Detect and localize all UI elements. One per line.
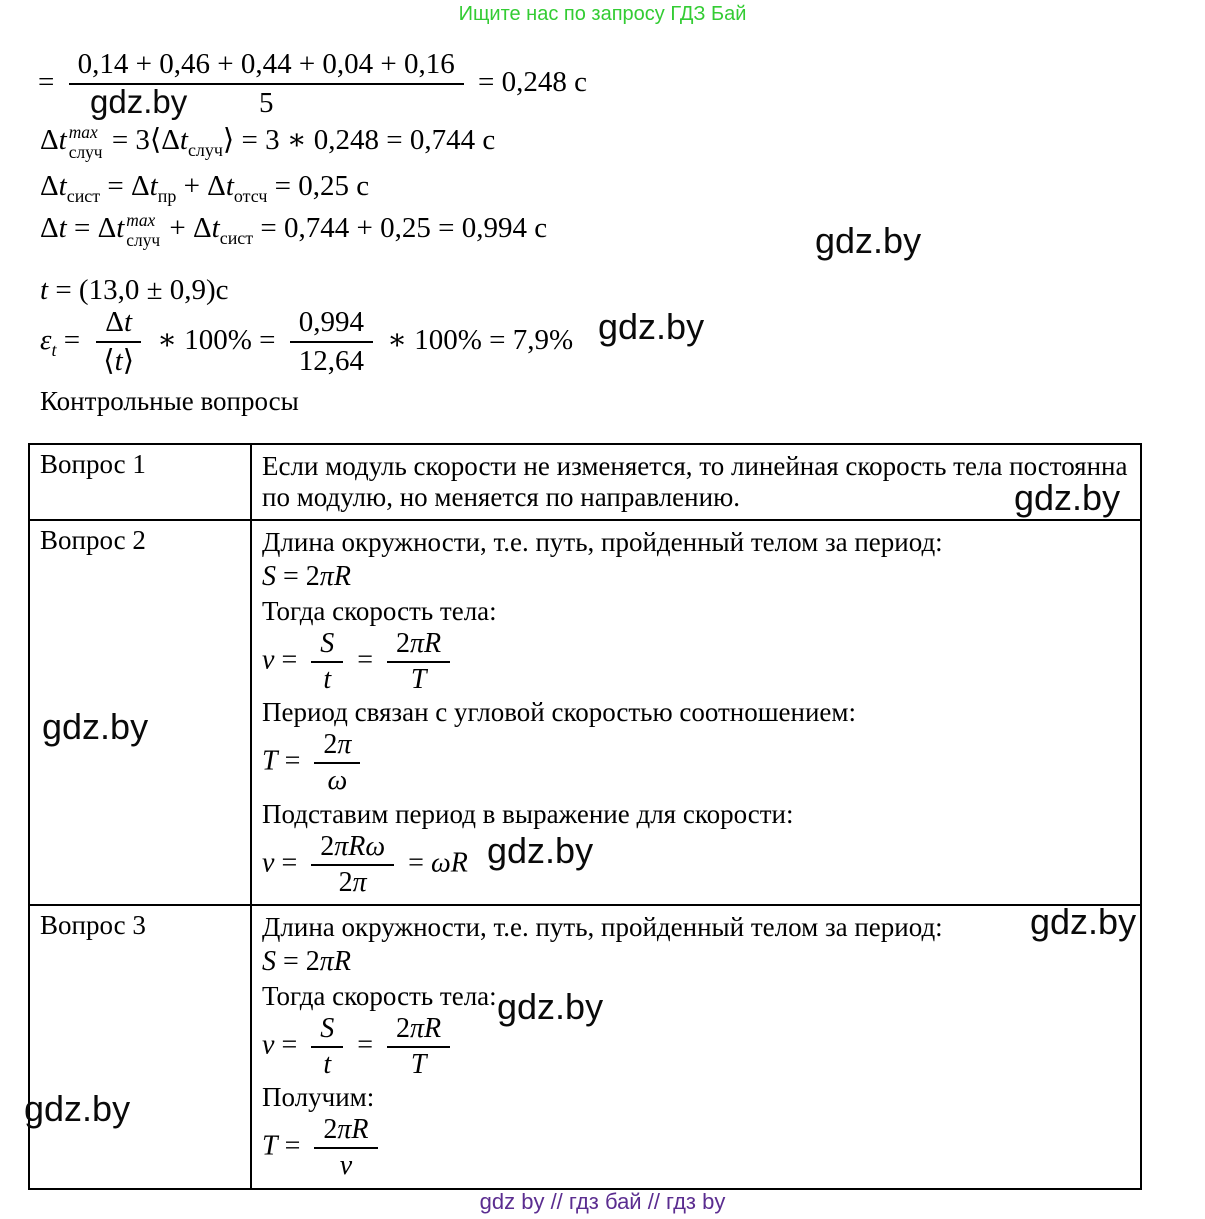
- gdz-watermark: gdz.by: [90, 83, 188, 120]
- gdz-watermark: gdz.by: [1030, 901, 1137, 942]
- table-row-question-1: [29, 444, 1141, 520]
- answer-3-formula-speed: v = $\frac{S}{t}$ = $\frac{2\pi R}{T}$: [262, 1014, 1130, 1080]
- control-questions-table: [28, 443, 1142, 1190]
- answer-2-line-substitute: Подставим период в выражение для скорости:: [262, 798, 794, 829]
- table-row-question-3: [29, 905, 1141, 1189]
- answer-2-formula-circumference: S = 2πR: [262, 561, 351, 592]
- answer-3-line-circumference: Длина окружности, т.е. путь, пройденный телом за период:: [262, 912, 943, 942]
- gdz-watermark: gdz.by: [497, 986, 604, 1027]
- answer-cell: [251, 520, 1141, 905]
- gdz-watermark: gdz.by: [42, 706, 149, 747]
- answer-cell: [251, 444, 1141, 520]
- answer-3-formula-circumference: S = 2πR: [262, 946, 351, 977]
- question-3-label: Вопрос 3: [40, 910, 146, 940]
- footer-seo-text: gdz by // гдз бай // гдз by: [479, 1189, 726, 1214]
- answer-2-line-circumference: Длина окружности, т.е. путь, пройденный телом за период:: [262, 527, 943, 557]
- question-label-cell: [29, 444, 251, 520]
- answer-1-text: Если модуль скорости не изменяется, то линейная скорость тела постоянна по модулю, но меняется по направлению.: [262, 451, 1128, 512]
- answer-2-formula-speed-omega: v = $\frac{\text{2πRω}}{2\pi}$ = ωR: [262, 830, 468, 898]
- gdz-watermark: gdz.by: [598, 306, 705, 347]
- answer-2-formula-period: T = $\frac{2\pi}{\omega}$: [262, 730, 1130, 796]
- gdz-watermark: gdz.by: [1014, 477, 1121, 518]
- gdz-watermark: gdz.by: [487, 830, 594, 871]
- control-questions-heading: Контрольные вопросы: [40, 386, 299, 416]
- formula-max-random-error: Δt max случ = $3⟨\Delta t_{случ}⟩ = 3$ ∗ 0,248 = 0,744 с: [40, 122, 496, 163]
- formula-time-result: t = (13,0 ± 0,9)с: [40, 274, 229, 306]
- question-1-label: Вопрос 1: [40, 449, 146, 479]
- question-label-cell: [29, 905, 251, 1189]
- answer-2-line-speed: Тогда скорость тела:: [262, 595, 497, 626]
- answer-3-line-speed: Тогда скорость тела:: [262, 980, 497, 1011]
- promo-header-text: Ищите нас по запросу ГДЗ Бай: [458, 3, 747, 25]
- formula-systematic-error: $\Delta t_{сист} = \Delta t_{пр} + \Delta t_{отсч} = 0,25$ с: [40, 170, 370, 207]
- answer-2-line-period-relation: Период связан с угловой скоростью соотношением:: [262, 697, 856, 728]
- gdz-watermark: gdz.by: [24, 1088, 131, 1129]
- answer-3-formula-period-from-speed: T = $\frac{2\pi R}{v}$: [262, 1115, 1130, 1181]
- formula-relative-error: $\varepsilon_t$ = $\frac{\Delta t}{⟨t⟩}$ ∗ 100% = $\frac{0,994}{12,64}$ ∗ 100% = 7,9%: [40, 306, 574, 378]
- answer-2-formula-speed: v = $\frac{S}{t}$ = $\frac{2\pi R}{T}$: [262, 629, 1130, 695]
- question-2-label: Вопрос 2: [40, 525, 146, 555]
- formula-mean-random-error: = $\frac{0,14 + 0,46 + 0,44 + 0,04 + 0,16}{5}$ = 0,248 с: [38, 48, 588, 120]
- answer-3-line-result: Получим:: [262, 1082, 375, 1113]
- formula-total-error: Δt = Δt max случ + $\Delta t_{сист} = 0,744 + 0,25 = 0,994$ с: [40, 210, 548, 251]
- answer-cell: [251, 905, 1141, 1189]
- gdz-watermark: gdz.by: [815, 220, 922, 261]
